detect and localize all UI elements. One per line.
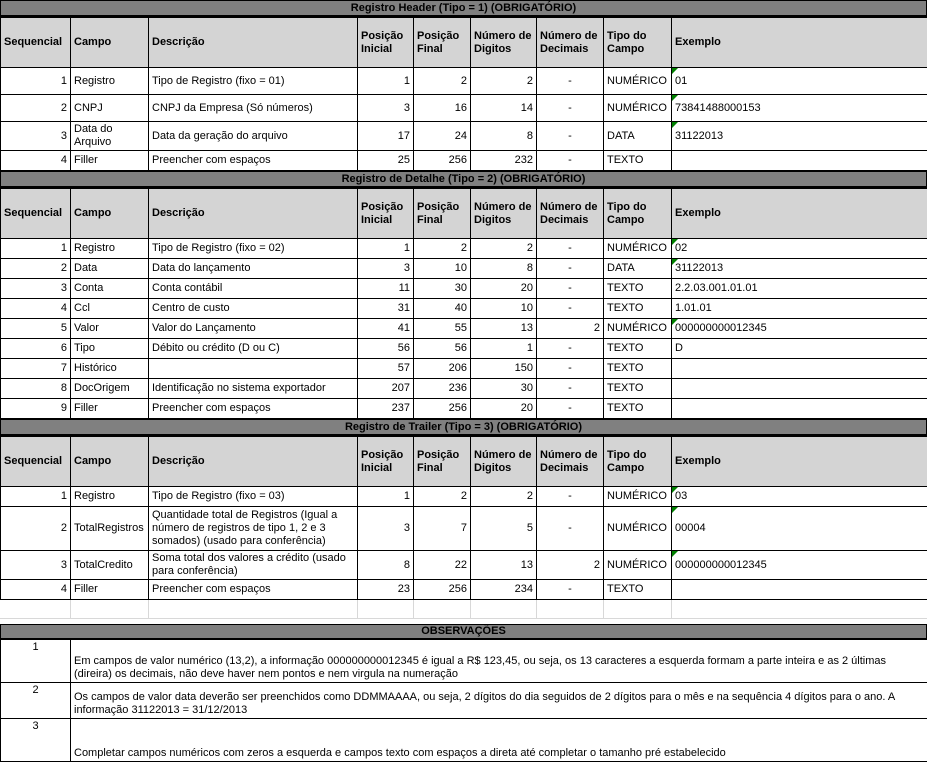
column-header-exemplo: Exemplo [672,18,927,68]
cell-numero-de-digitos: 2 [471,68,537,95]
column-header-numero-de-digitos: Número de Digitos [471,18,537,68]
cell-sequencial: 2 [1,259,71,279]
cell-descricao: Valor do Lançamento [149,319,358,339]
spec-table-registro-detalhe [0,188,927,419]
cell-exemplo [672,339,927,359]
cell-exemplo [672,507,927,551]
number-stored-as-text-indicator [672,122,678,128]
column-header-posicao-final: Posição Final [414,18,471,68]
cell-text: 01 [675,75,687,87]
cell-exemplo [672,580,927,600]
column-header-descricao: Descrição [149,437,358,487]
table-row [1,507,927,551]
cell-exemplo [672,379,927,399]
observation-text: Em campos de valor numérico (13,2), a informação 000000000012345 é igual a R$ 123,45, ou seja, os 13 caracteres a esquerda formam a parte inteira e as 2 últimas (direira) os decimais, não deve haver nem pontos e nem virgula na numeração [71,639,927,682]
cell-campo: TotalRegistros [71,507,149,551]
cell-posicao-final: 236 [414,379,471,399]
empty-grid-cell [413,600,470,618]
cell-numero-de-decimais: - [537,359,604,379]
section-title-registro-header: Registro Header (Tipo = 1) (OBRIGATÓRIO) [0,0,927,17]
cell-posicao-final: 40 [414,299,471,319]
cell-posicao-final: 7 [414,507,471,551]
cell-campo: DocOrigem [71,379,149,399]
cell-numero-de-digitos: 150 [471,359,537,379]
column-header-tipo-do-campo: Tipo do Campo [604,18,672,68]
cell-tipo-do-campo: DATA [604,259,672,279]
table-row [1,259,927,279]
cell-numero-de-decimais: 2 [537,551,604,580]
cell-posicao-inicial: 3 [358,95,414,122]
column-header-row [1,18,927,68]
column-header-sequencial: Sequencial [1,18,71,68]
cell-posicao-inicial: 31 [358,299,414,319]
cell-posicao-final: 256 [414,151,471,171]
section-title-registro-trailer: Registro de Trailer (Tipo = 3) (OBRIGATÓRIO) [0,419,927,436]
column-header-descricao: Descrição [149,18,358,68]
cell-tipo-do-campo: TEXTO [604,299,672,319]
table-row [1,399,927,419]
cell-posicao-inicial: 1 [358,68,414,95]
cell-posicao-final: 2 [414,68,471,95]
cell-numero-de-decimais: - [537,507,604,551]
cell-text: D [675,342,683,354]
column-header-sequencial: Sequencial [1,437,71,487]
cell-sequencial: 1 [1,239,71,259]
cell-sequencial: 5 [1,319,71,339]
cell-campo: Filler [71,399,149,419]
cell-numero-de-decimais: - [537,299,604,319]
cell-tipo-do-campo: NUMÉRICO [604,487,672,507]
column-header-posicao-final: Posição Final [414,437,471,487]
cell-text: 73841488000153 [675,102,761,114]
section-registro-trailer [0,419,927,600]
cell-posicao-inicial: 3 [358,259,414,279]
table-row [1,339,927,359]
cell-posicao-inicial: 56 [358,339,414,359]
cell-numero-de-decimais: - [537,95,604,122]
cell-numero-de-digitos: 5 [471,507,537,551]
column-header-row [1,189,927,239]
cell-sequencial: 3 [1,279,71,299]
cell-sequencial: 8 [1,379,71,399]
number-stored-as-text-indicator [672,68,678,74]
empty-grid-cell [0,600,70,618]
cell-sequencial: 6 [1,339,71,359]
table-row [1,580,927,600]
cell-numero-de-decimais: - [537,580,604,600]
cell-numero-de-digitos: 1 [471,339,537,359]
table-row [1,379,927,399]
cell-posicao-final: 22 [414,551,471,580]
cell-descricao: Data do lançamento [149,259,358,279]
cell-campo: Conta [71,279,149,299]
cell-numero-de-digitos: 8 [471,259,537,279]
cell-campo: Valor [71,319,149,339]
column-header-posicao-final: Posição Final [414,189,471,239]
cell-tipo-do-campo: NUMÉRICO [604,68,672,95]
cell-numero-de-digitos: 2 [471,487,537,507]
cell-posicao-inicial: 11 [358,279,414,299]
cell-numero-de-decimais: 2 [537,319,604,339]
cell-campo: Histórico [71,359,149,379]
cell-campo: Ccl [71,299,149,319]
cell-campo: Filler [71,151,149,171]
cell-sequencial: 2 [1,95,71,122]
column-header-numero-de-decimais: Número de Decimais [537,189,604,239]
spec-table-registro-header [0,17,927,171]
cell-numero-de-digitos: 10 [471,299,537,319]
cell-text: 000000000012345 [675,559,767,571]
cell-descricao: Tipo de Registro (fixo = 02) [149,239,358,259]
column-header-exemplo: Exemplo [672,437,927,487]
cell-posicao-inicial: 8 [358,551,414,580]
cell-campo: Data do Arquivo [71,122,149,151]
table-row [1,319,927,339]
cell-exemplo [672,239,927,259]
cell-posicao-final: 16 [414,95,471,122]
cell-descricao: Conta contábil [149,279,358,299]
observation-number: 1 [1,639,71,682]
cell-descricao [149,359,358,379]
cell-descricao: Preencher com espaços [149,399,358,419]
cell-tipo-do-campo: NUMÉRICO [604,95,672,122]
cell-text: 2.2.03.001.01.01 [675,282,758,294]
cell-numero-de-decimais: - [537,151,604,171]
table-row [1,487,927,507]
cell-numero-de-decimais: - [537,399,604,419]
cell-sequencial: 1 [1,487,71,507]
empty-grid-cell [148,600,357,618]
column-header-posicao-inicial: Posição Inicial [358,437,414,487]
observation-row [1,718,927,761]
cell-numero-de-digitos: 8 [471,122,537,151]
cell-text: 000000000012345 [675,322,767,334]
cell-tipo-do-campo: TEXTO [604,339,672,359]
section-registro-header [0,0,927,171]
cell-campo: TotalCredito [71,551,149,580]
cell-campo: Filler [71,580,149,600]
cell-posicao-final: 2 [414,487,471,507]
column-header-numero-de-digitos: Número de Digitos [471,437,537,487]
cell-posicao-final: 2 [414,239,471,259]
cell-numero-de-decimais: - [537,239,604,259]
cell-numero-de-digitos: 30 [471,379,537,399]
cell-numero-de-decimais: - [537,339,604,359]
cell-campo: Registro [71,68,149,95]
cell-numero-de-digitos: 13 [471,319,537,339]
spec-table-registro-trailer [0,436,927,600]
cell-sequencial: 3 [1,551,71,580]
table-row [1,299,927,319]
cell-posicao-final: 10 [414,259,471,279]
cell-posicao-inicial: 23 [358,580,414,600]
cell-exemplo [672,151,927,171]
cell-exemplo [672,299,927,319]
cell-numero-de-decimais: - [537,122,604,151]
cell-text: 31122013 [675,262,723,274]
cell-numero-de-digitos: 2 [471,239,537,259]
column-header-posicao-inicial: Posição Inicial [358,189,414,239]
cell-exemplo [672,319,927,339]
cell-tipo-do-campo: TEXTO [604,359,672,379]
cell-numero-de-digitos: 14 [471,95,537,122]
cell-sequencial: 2 [1,507,71,551]
cell-numero-de-digitos: 20 [471,279,537,299]
empty-grid-cell [603,600,671,618]
cell-text: 00004 [675,522,706,534]
cell-numero-de-decimais: - [537,279,604,299]
cell-campo: CNPJ [71,95,149,122]
column-header-exemplo: Exemplo [672,189,927,239]
cell-sequencial: 9 [1,399,71,419]
cell-posicao-final: 55 [414,319,471,339]
cell-exemplo [672,359,927,379]
cell-posicao-inicial: 41 [358,319,414,339]
section-registro-detalhe [0,171,927,419]
cell-descricao: Preencher com espaços [149,580,358,600]
number-stored-as-text-indicator [672,95,678,101]
cell-tipo-do-campo: NUMÉRICO [604,319,672,339]
cell-exemplo [672,487,927,507]
cell-exemplo [672,122,927,151]
cell-posicao-final: 30 [414,279,471,299]
table-row [1,95,927,122]
column-header-posicao-inicial: Posição Inicial [358,18,414,68]
cell-descricao: Quantidade total de Registros (Igual a número de registros de tipo 1, 2 e 3 somados) (usado para conferência) [149,507,358,551]
cell-sequencial: 4 [1,299,71,319]
empty-grid-cell [357,600,413,618]
cell-posicao-final: 256 [414,580,471,600]
cell-tipo-do-campo: TEXTO [604,580,672,600]
table-row [1,151,927,171]
cell-tipo-do-campo: NUMÉRICO [604,507,672,551]
cell-tipo-do-campo: NUMÉRICO [604,239,672,259]
column-header-campo: Campo [71,18,149,68]
cell-descricao: Tipo de Registro (fixo = 03) [149,487,358,507]
cell-sequencial: 7 [1,359,71,379]
cell-posicao-inicial: 57 [358,359,414,379]
column-header-descricao: Descrição [149,189,358,239]
column-header-numero-de-decimais: Número de Decimais [537,18,604,68]
observations-title: OBSERVAÇÕES [0,624,927,639]
cell-posicao-inicial: 3 [358,507,414,551]
cell-tipo-do-campo: TEXTO [604,279,672,299]
cell-numero-de-decimais: - [537,259,604,279]
cell-tipo-do-campo: TEXTO [604,151,672,171]
cell-descricao: Soma total dos valores a crédito (usado para conferência) [149,551,358,580]
cell-tipo-do-campo: DATA [604,122,672,151]
number-stored-as-text-indicator [672,507,678,513]
table-row [1,122,927,151]
cell-posicao-inicial: 1 [358,239,414,259]
cell-posicao-inicial: 17 [358,122,414,151]
cell-numero-de-digitos: 20 [471,399,537,419]
cell-numero-de-digitos: 232 [471,151,537,171]
cell-descricao: Identificação no sistema exportador [149,379,358,399]
column-header-numero-de-decimais: Número de Decimais [537,437,604,487]
cell-tipo-do-campo: TEXTO [604,399,672,419]
cell-posicao-inicial: 25 [358,151,414,171]
column-header-campo: Campo [71,437,149,487]
empty-grid-cell [536,600,603,618]
observation-text: Os campos de valor data deverão ser preenchidos como DDMMAAAA, ou seja, 2 dígitos do dia seguidos de 2 dígitos para o mês e na sequência 4 dígitos para o ano. A informação 31122013 = 31/12/2013 [71,682,927,718]
cell-exemplo [672,95,927,122]
number-stored-as-text-indicator [672,319,678,325]
section-title-registro-detalhe: Registro de Detalhe (Tipo = 2) (OBRIGATÓRIO) [0,171,927,188]
cell-sequencial: 4 [1,151,71,171]
number-stored-as-text-indicator [672,487,678,493]
cell-descricao: Débito ou crédito (D ou C) [149,339,358,359]
column-header-numero-de-digitos: Número de Digitos [471,189,537,239]
cell-descricao: Tipo de Registro (fixo = 01) [149,68,358,95]
table-row [1,279,927,299]
observation-row [1,639,927,682]
cell-descricao: Centro de custo [149,299,358,319]
cell-text: 03 [675,490,687,502]
cell-tipo-do-campo: TEXTO [604,379,672,399]
cell-numero-de-digitos: 234 [471,580,537,600]
cell-descricao: CNPJ da Empresa (Só números) [149,95,358,122]
column-header-campo: Campo [71,189,149,239]
empty-grid-cell [470,600,536,618]
cell-exemplo [672,259,927,279]
column-header-tipo-do-campo: Tipo do Campo [604,189,672,239]
table-row [1,239,927,259]
cell-exemplo [672,551,927,580]
empty-grid-row [0,600,927,619]
empty-grid-cell [70,600,148,618]
cell-sequencial: 1 [1,68,71,95]
observation-number: 2 [1,682,71,718]
observation-row [1,682,927,718]
cell-exemplo [672,279,927,299]
cell-posicao-inicial: 237 [358,399,414,419]
cell-sequencial: 3 [1,122,71,151]
number-stored-as-text-indicator [672,239,678,245]
observation-number: 3 [1,718,71,761]
empty-grid-cell [671,600,927,618]
cell-text: 31122013 [675,130,723,142]
cell-text: 02 [675,242,687,254]
table-row [1,359,927,379]
cell-numero-de-decimais: - [537,379,604,399]
cell-sequencial: 4 [1,580,71,600]
number-stored-as-text-indicator [672,259,678,265]
cell-posicao-final: 24 [414,122,471,151]
cell-numero-de-digitos: 13 [471,551,537,580]
cell-numero-de-decimais: - [537,487,604,507]
cell-exemplo [672,399,927,419]
column-header-sequencial: Sequencial [1,189,71,239]
cell-campo: Tipo [71,339,149,359]
table-row [1,68,927,95]
cell-campo: Registro [71,487,149,507]
cell-posicao-final: 56 [414,339,471,359]
cell-posicao-final: 256 [414,399,471,419]
section-observacoes [0,624,927,762]
cell-descricao: Data da geração do arquivo [149,122,358,151]
cell-numero-de-decimais: - [537,68,604,95]
cell-posicao-inicial: 207 [358,379,414,399]
cell-posicao-final: 206 [414,359,471,379]
cell-exemplo [672,68,927,95]
cell-posicao-inicial: 1 [358,487,414,507]
observation-text: Completar campos numéricos com zeros a esquerda e campos texto com espaços a direta até completar o tamanho pré estabelecido [71,718,927,761]
cell-campo: Data [71,259,149,279]
column-header-tipo-do-campo: Tipo do Campo [604,437,672,487]
cell-text: 1.01.01 [675,302,712,314]
observations-table [0,639,927,762]
cell-tipo-do-campo: NUMÉRICO [604,551,672,580]
cell-campo: Registro [71,239,149,259]
cell-descricao: Preencher com espaços [149,151,358,171]
number-stored-as-text-indicator [672,551,678,557]
table-row [1,551,927,580]
column-header-row [1,437,927,487]
